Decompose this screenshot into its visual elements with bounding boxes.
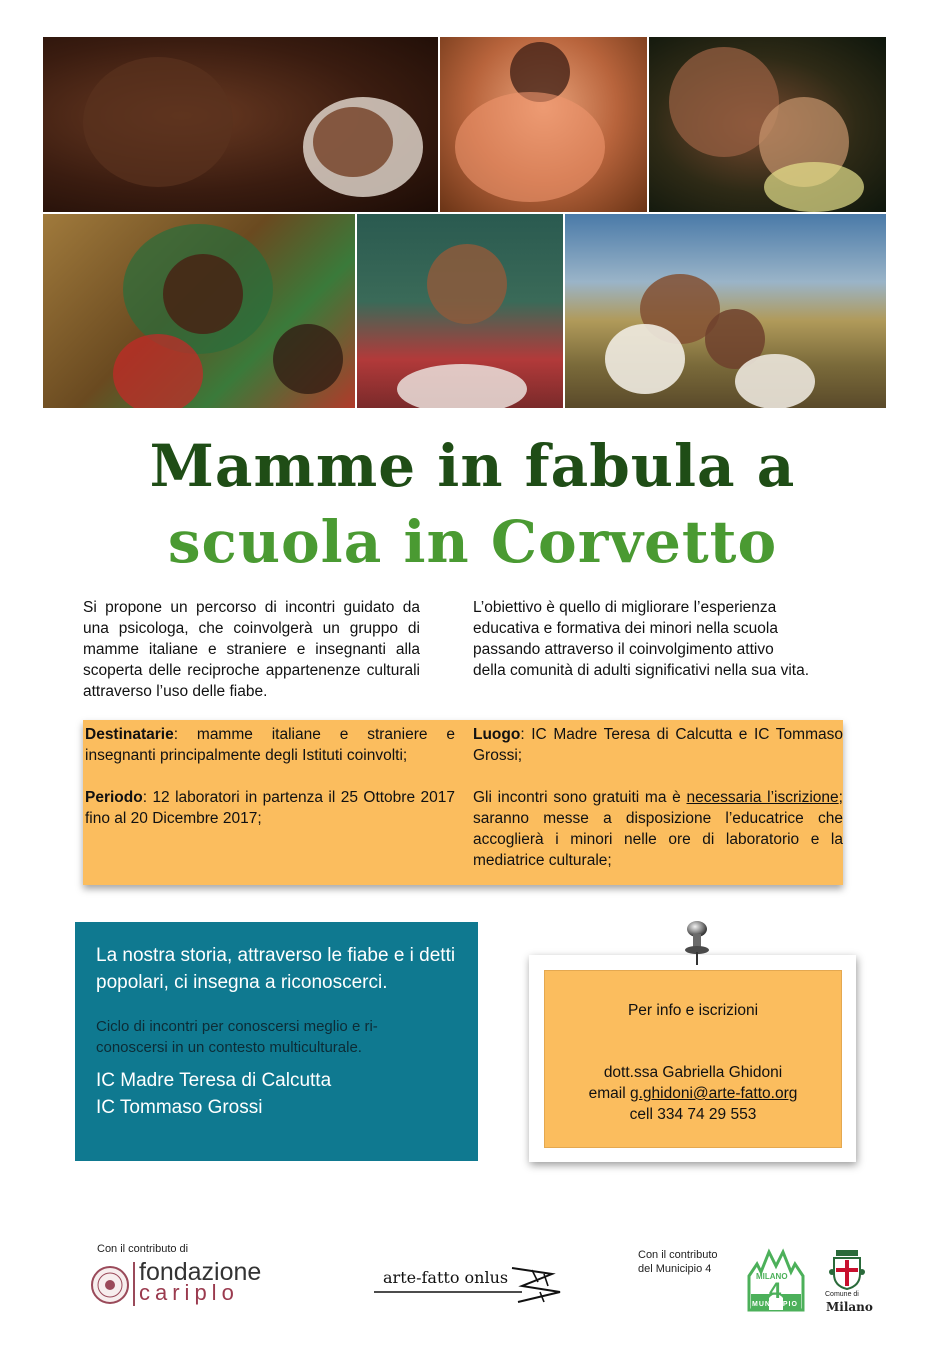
photo-mother-sleeping-with-newborn — [43, 37, 438, 212]
quote-text: La nostra storia, attraverso le fiabe e i detti popolari, ci insegna a riconoscerci. — [96, 945, 456, 993]
teal-quote-box — [75, 922, 478, 1161]
contact-email-line — [545, 1083, 841, 1104]
pushpin-icon — [683, 920, 711, 966]
intro-paragraph-left: Si propone un percorso di incontri guidato da una psicologa, che coinvolgerà un gruppo di mamme italiane e straniere e insegnanti alla scoperta delle reciproche appartenenze culturali attraverso l’uso delle fiabe. — [83, 599, 420, 700]
info-column-right — [473, 724, 843, 892]
contributo-cariplo-text: Con il contributo di — [97, 1243, 189, 1255]
photo-mother-in-headscarf-with-children — [43, 214, 355, 408]
iscrizione-required: necessaria l’iscrizione — [686, 789, 839, 806]
info-panel — [83, 720, 843, 885]
luogo-label: Luogo — [473, 726, 521, 743]
photo-collage — [43, 37, 886, 408]
photo-mother-with-baby-in-tent — [357, 214, 563, 408]
fondazione-wordmark: fondazione — [139, 1258, 262, 1286]
contributo-municipio-line2: del Municipio 4 — [638, 1263, 712, 1275]
title-line-2: scuola in Corvetto — [167, 508, 778, 576]
luogo-paragraph — [473, 724, 843, 766]
destinatarie-text: : mamme italiane e straniere e insegnanti principalmente degli Istituti coinvolti; — [85, 726, 455, 764]
cycle-description: Ciclo di incontri per conoscersi meglio e ri-conoscersi in un contesto multiculturale. — [96, 1018, 378, 1056]
destinatarie-paragraph — [85, 724, 455, 766]
photo-mother-feeding-baby — [440, 37, 647, 212]
periodo-label: Periodo — [85, 789, 143, 806]
contact-note — [529, 955, 856, 1162]
periodo-text: : 12 laboratori in partenza il 25 Ottobre 2017 fino al 20 Dicembre 2017; — [85, 789, 455, 827]
contact-name: dott.ssa Gabriella Ghidoni — [603, 1064, 783, 1081]
municipio-number: 4 — [769, 1278, 782, 1303]
schools-list — [96, 1067, 436, 1121]
photo-mother-smiling-with-child — [649, 37, 886, 212]
cariplo-seal-icon — [90, 1265, 130, 1305]
milano-wordmark: Milano — [826, 1300, 873, 1314]
contact-phone: cell 334 74 29 553 — [629, 1106, 757, 1123]
luogo-text: : IC Madre Teresa di Calcutta e IC Tommaso Grossi; — [473, 726, 843, 764]
cariplo-divider — [133, 1262, 135, 1306]
email-label: email — [588, 1085, 630, 1102]
artefatto-wordmark: arte-fatto onlus — [383, 1268, 509, 1287]
school-tommaso-grossi: IC Tommaso Grossi — [96, 1097, 263, 1118]
school-madre-teresa: IC Madre Teresa di Calcutta — [96, 1070, 332, 1091]
photo-andean-mother-with-lambs — [565, 214, 886, 408]
intro-paragraph-right: L’obiettivo è quello di migliorare l’esperienza educativa e formativa dei minori nella scuola passando attraverso il coinvolgimento attivo della comunità di adulti significativi nella sua vita. — [473, 599, 810, 679]
incontri-paragraph — [473, 787, 843, 871]
incontri-text-after: ; saranno messe a disposizione l’educatrice che accoglierà i minori nelle ore di laboratorio e la mediatrice culturale; — [473, 789, 843, 869]
artefatto-logo-icon — [372, 1262, 564, 1308]
milano-badge-label: MILANO — [756, 1272, 788, 1281]
comune-milano-crest-icon — [828, 1248, 866, 1290]
municipio-label: MUNICIPIO — [752, 1301, 798, 1308]
info-column-left — [85, 724, 455, 850]
cariplo-wordmark: cariplo — [139, 1280, 239, 1305]
contact-heading: Per info e iscrizioni — [627, 1002, 759, 1019]
incontri-text-before: Gli incontri sono gratuiti ma è — [473, 789, 687, 806]
contributo-municipio-line1: Con il contributo — [638, 1249, 718, 1261]
contact-note-inner — [544, 970, 842, 1148]
comune-di-label: Comune di — [825, 1291, 859, 1298]
email-link[interactable]: g.ghidoni@arte-fatto.org — [629, 1085, 798, 1102]
title-line-1: Mamme in fabula a — [149, 432, 796, 500]
periodo-paragraph — [85, 787, 455, 829]
destinatarie-label: Destinatarie — [85, 726, 174, 743]
